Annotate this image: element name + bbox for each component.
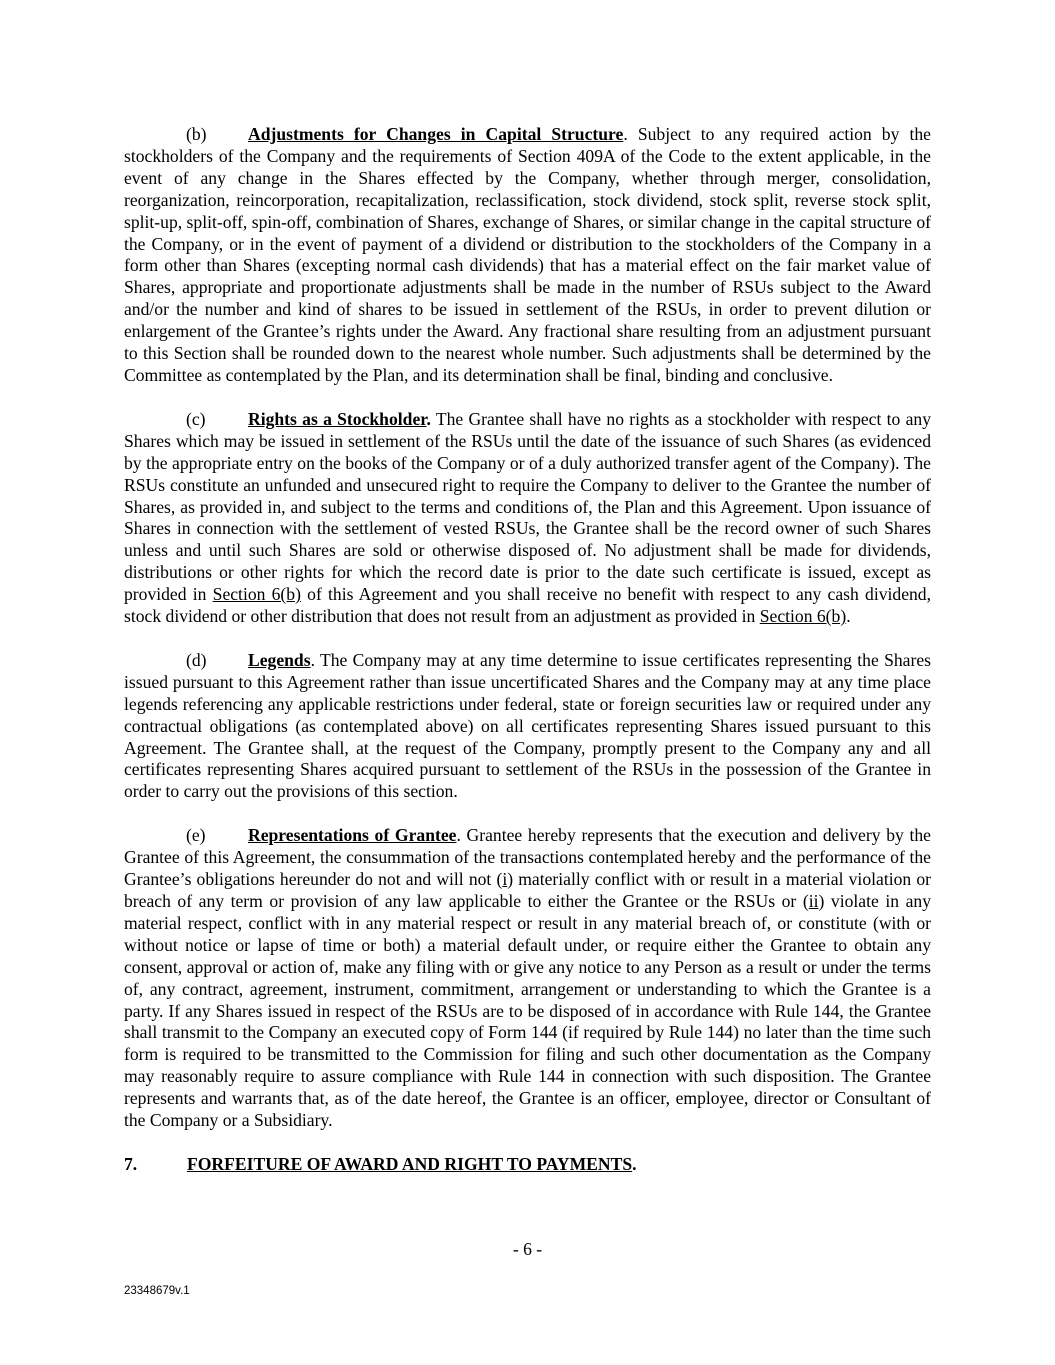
paragraph-d-text: The Company may at any time determine to issue certificates representing the Shares issued pursuant to this Agreement rather than issue uncertificated Shares and the Company may at any time place legends referencing any applicable restrictions under federal, state or foreign securities law or required under any contractual obligations (as contemplated above) on all certificates representing Shares issued pursuant to this Agreement. The Grantee shall, at the request of the Company, promptly present to the Company any and all certificates representing Shares acquired pursuant to settlement of the RSUs in the possession of the Grantee in order to carry out the provisions of this section. <box>124 649 931 802</box>
page-number: - 6 - <box>512 1239 543 1259</box>
section-7-title: FORFEITURE OF AWARD AND RIGHT TO PAYMENTS <box>187 1153 633 1174</box>
paragraph-c-title-punct: . <box>426 408 431 429</box>
section-7-punct: . <box>632 1153 637 1174</box>
paragraph-b-title: Adjustments for Changes in Capital Structure <box>248 124 624 144</box>
paragraph-d <box>124 650 931 803</box>
roman-numeral-ii: ii <box>808 891 819 911</box>
section-6b-reference: Section 6(b) <box>212 584 301 605</box>
paragraph-c-text-2: of this Agreement and you shall receive no benefit with respect to any cash dividend, stock dividend or other distribution that does not result from an adjustment as provided in <box>124 584 931 627</box>
paragraph-e-text-1: Grantee hereby represents that the execution and delivery by the Grantee of this Agreement, the consummation of the transactions contemplated hereby and the performance of the Grantee’s obligations hereunder do not and will not ( <box>124 825 931 890</box>
section-7-number: 7. <box>124 1153 138 1174</box>
paragraph-d-title-punct: . <box>310 649 315 670</box>
paragraph-e-title-punct: . <box>456 825 461 846</box>
paragraph-d-title: Legends <box>248 649 311 670</box>
document-page <box>124 124 931 1176</box>
paragraph-e <box>124 825 931 1132</box>
paragraph-b <box>124 124 931 387</box>
document-id: 23348679v.1 <box>124 1285 190 1297</box>
paragraph-e-number: (e) <box>186 825 206 846</box>
paragraph-c-title: Rights as a Stockholder <box>248 408 427 429</box>
paragraph-c-number: (c) <box>186 408 206 429</box>
paragraph-b-text: Subject to any required action by the stockholders of the Company and the requirements of Section 409A of the Code to the extent applicable, in the event of any change in the Shares effected by the Company, whether through merger, consolidation, reorganization, reincorporation, recapitalization, reclassification, stock dividend, stock split, reverse stock split, split-up, split-off, spin-off, combination of Shares, exchange of Shares, or similar change in the capital structure of the Company, or in the event of payment of a dividend or distribution to the stockholders of the Company in a form other than Shares (excepting normal cash dividends) that has a material effect on the fair market value of Shares, appropriate and proportionate adjustments shall be made in the number of RSUs subject to the Award and/or the number and kind of shares to be issued in settlement of the RSUs, in order to prevent dilution or enlargement of the Grantee’s rights under the Award. Any fractional share resulting from an adjustment pursuant to this Section shall be rounded down to the nearest whole number. Such adjustments shall be determined by the Committee as contemplated by the Plan, and its determination shall be final, binding and conclusive. <box>124 124 931 385</box>
paragraph-c <box>124 409 931 628</box>
paragraph-c-text-1: The Grantee shall have no rights as a stockholder with respect to any Shares which may be issued in settlement of the RSUs until the date of the issuance of such Shares (as evidenced by the appropriate entry on the books of the Company or of a duly authorized transfer agent of the Company). The RSUs constitute an unfunded and unsecured right to require the Company to deliver to the Grantee the number of Shares, as provided in, and subject to the terms and conditions of, the Plan and this Agreement. Upon issuance of Shares in connection with the settlement of vested RSUs, the Grantee shall be the record owner of such Shares unless and until such Shares are sold or otherwise disposed of. No adjustment shall be made for dividends, distributions or other rights for which the record date is prior to the date such certificate is issued, except as provided in <box>124 408 932 605</box>
paragraph-d-number: (d) <box>186 649 207 670</box>
paragraph-b-number: (b) <box>186 124 207 144</box>
roman-numeral-i: i <box>502 869 508 890</box>
paragraph-c-text-3: . <box>846 606 851 627</box>
section-6b-reference: Section 6(b) <box>759 606 847 627</box>
paragraph-e-text-3: ) violate in any material respect, conflict with in any material respect or result in any material breach of, or constitute (with or without notice or lapse of time or both) a material default under, or require either the Grantee to obtain any consent, approval or action of, make any filing with or give any notice to any Person as a result or under the terms of, any contract, agreement, instrument, commitment, arrangement or understanding to which the Grantee is a party. If any Shares issued in respect of the RSUs are to be disposed of in accordance with Rule 144, the Grantee shall transmit to the Company an executed copy of Form 144 (if required by Rule 144) no later than the time such form is required to be transmitted to the Commission for filing and such other documentation as the Company may reasonably require to assure compliance with Rule 144 in connection with such disposition. The Grantee represents and warrants that, as of the date hereof, the Grantee is an officer, employee, director or Consultant of the Company or a Subsidiary. <box>124 891 931 1131</box>
paragraph-e-text-2: ) materially conflict with or result in a material violation or breach of any term or provision of any law applicable to either the Grantee or the RSUs or ( <box>124 869 931 911</box>
section-7-heading <box>124 1154 931 1176</box>
paragraph-b-title-punct: . <box>623 124 628 144</box>
paragraph-e-title: Representations of Grantee <box>248 825 457 846</box>
